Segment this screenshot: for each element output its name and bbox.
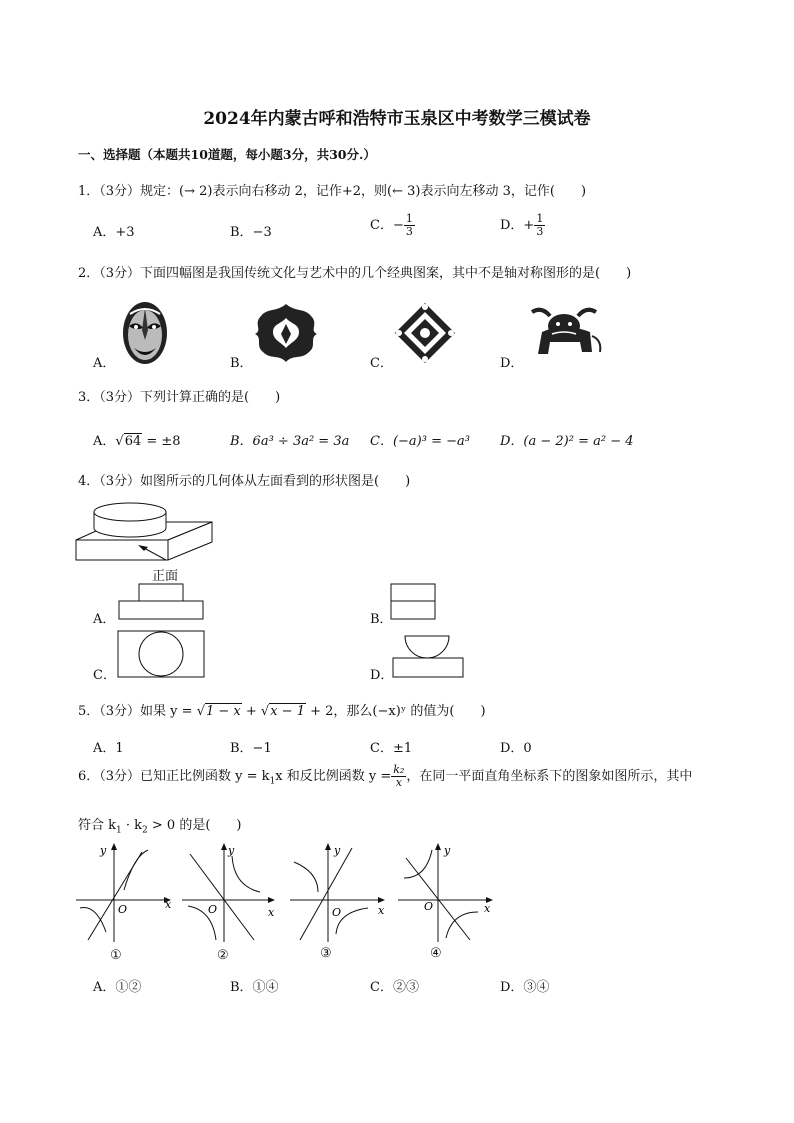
section-heading: 一、选择题（本题共10道题，每小题3分，共30分.） bbox=[78, 147, 376, 162]
graph-1-y-label: y bbox=[100, 844, 107, 857]
q5-radicand-2: x − 1 bbox=[270, 704, 305, 719]
question-3-stem: 3．（3分）下列计算正确的是( ) bbox=[78, 390, 281, 405]
q6-fraction bbox=[391, 764, 406, 789]
q3-option-a-tail: = ±8 bbox=[142, 434, 181, 449]
q6-line2-pre: 符合 k bbox=[78, 818, 117, 833]
q6-stem-mid: x 和反比例函数 y = bbox=[275, 769, 392, 784]
q6-option-c[interactable]: C．②③ bbox=[370, 980, 419, 995]
q3-option-a-label: A． bbox=[93, 434, 116, 449]
graph-1 bbox=[76, 842, 176, 942]
graph-1-x-label: x bbox=[165, 898, 172, 911]
graph-2-y-label: y bbox=[228, 844, 235, 857]
q6-line2-sub-1: 1 bbox=[116, 825, 122, 836]
geometric-solid-figure bbox=[72, 498, 222, 580]
ox-pattern-image bbox=[528, 304, 608, 362]
q1-option-c[interactable] bbox=[370, 213, 415, 238]
graph-2-label: ② bbox=[217, 948, 229, 963]
question-5-stem: 5．（3分）如果 y = √1 − x + √x − 1 + 2，那么(−x)ʸ 的值为( ) bbox=[78, 704, 486, 719]
question-6-stem bbox=[78, 764, 692, 789]
q3-option-c[interactable]: C．(−a)³ = −a³ bbox=[370, 434, 470, 449]
q1-option-a[interactable]: A．+3 bbox=[93, 225, 135, 240]
q5-stem-pre: 5．（3分）如果 y = bbox=[78, 704, 197, 719]
q3-option-a[interactable]: A．√64 = ±8 bbox=[93, 434, 181, 449]
q6-line2-post: > 0 的是( ) bbox=[147, 818, 242, 833]
q6-option-b[interactable]: B．①④ bbox=[230, 980, 279, 995]
q6-option-a[interactable]: A．①② bbox=[93, 980, 142, 995]
q5-radicand-1: 1 − x bbox=[205, 704, 241, 719]
q5-option-c[interactable]: C．±1 bbox=[370, 741, 413, 756]
q4-option-c[interactable]: C． bbox=[93, 668, 116, 683]
graph-3 bbox=[290, 842, 390, 942]
q6-line2-sub-2: 2 bbox=[142, 825, 148, 836]
q3-option-d[interactable]: D．(a − 2)² = a² − 4 bbox=[500, 434, 634, 449]
q1-frac-den-c: 3 bbox=[405, 225, 413, 238]
graph-4-x-label: x bbox=[484, 902, 491, 915]
q2-option-d[interactable]: D． bbox=[500, 356, 524, 371]
q1-option-b[interactable]: B．−3 bbox=[230, 225, 272, 240]
q1-frac-num-d: 1 bbox=[536, 212, 544, 225]
q1-frac-num-c: 1 bbox=[405, 212, 413, 225]
graph-3-origin: O bbox=[332, 906, 342, 919]
q6-frac-den: x bbox=[395, 776, 402, 789]
q6-option-d[interactable]: D．③④ bbox=[500, 980, 550, 995]
page-title: 2024年内蒙古呼和浩特市玉泉区中考数学三模试卷 bbox=[203, 109, 591, 129]
q5-option-d[interactable]: D．0 bbox=[500, 741, 532, 756]
graph-3-y-label: y bbox=[334, 844, 341, 857]
question-6-stem-line-2 bbox=[78, 814, 241, 836]
q4-option-d-figure bbox=[392, 634, 464, 678]
graph-4-label: ④ bbox=[430, 946, 442, 961]
q5-option-b[interactable]: B．−1 bbox=[230, 741, 272, 756]
graph-1-origin: O bbox=[118, 903, 128, 916]
ornament-b-image bbox=[253, 302, 319, 364]
q4-option-b-figure bbox=[390, 583, 436, 621]
question-2-stem: 2．（3分）下面四幅图是我国传统文化与艺术中的几个经典图案，其中不是轴对称图形的是( ) bbox=[78, 266, 632, 281]
graph-2 bbox=[182, 842, 282, 942]
q1-option-d-label: D．+ bbox=[500, 218, 535, 233]
q3-radicand: 64 bbox=[124, 434, 142, 449]
q6-line2-mid: · k bbox=[121, 818, 143, 833]
q1-fraction bbox=[534, 213, 545, 238]
graph-1-label: ① bbox=[110, 948, 122, 963]
graph-2-x-label: x bbox=[268, 906, 275, 919]
graph-3-x-label: x bbox=[378, 904, 385, 917]
q4-option-c-figure bbox=[117, 630, 205, 678]
graph-4-origin: O bbox=[424, 900, 434, 913]
q5-plus: + bbox=[241, 704, 261, 719]
q4-option-a[interactable]: A． bbox=[93, 612, 116, 627]
q4-option-d[interactable]: D． bbox=[370, 668, 394, 683]
q2-option-c[interactable]: C． bbox=[370, 356, 393, 371]
q1-option-d[interactable] bbox=[500, 213, 545, 238]
opera-mask-image bbox=[120, 300, 170, 368]
q1-option-c-label: C．− bbox=[370, 218, 404, 233]
q6-stem-post: ，在同一平面直角坐标系下的图象如图所示，其中 bbox=[406, 769, 693, 784]
q2-option-a[interactable]: A． bbox=[93, 356, 116, 371]
question-1-stem: 1．（3分）规定：(→ 2)表示向右移动 2，记作+2，则(← 3)表示向左移动 3，记作( ) bbox=[78, 184, 587, 199]
ornament-c-image bbox=[394, 302, 456, 364]
q4-option-b[interactable]: B． bbox=[370, 612, 393, 627]
q6-stem-pre: 6．（3分）已知正比例函数 y = k bbox=[78, 769, 270, 784]
q1-frac-den-d: 3 bbox=[536, 225, 544, 238]
q3-option-b[interactable]: B．6a³ ÷ 3a² = 3a bbox=[230, 434, 350, 449]
graph-4 bbox=[398, 842, 498, 942]
q5-option-a[interactable]: A．1 bbox=[93, 741, 124, 756]
q6-sub-1: 1 bbox=[269, 776, 276, 787]
q6-frac-num: k₂ bbox=[393, 763, 405, 776]
q4-option-a-figure bbox=[118, 582, 204, 620]
q2-option-b[interactable]: B． bbox=[230, 356, 253, 371]
front-view-label: 正面 bbox=[152, 569, 179, 584]
q1-fraction bbox=[404, 213, 415, 238]
graph-3-label: ③ bbox=[320, 946, 332, 961]
q5-stem-post: + 2，那么(−x)ʸ 的值为( ) bbox=[305, 704, 486, 719]
graph-2-origin: O bbox=[208, 903, 218, 916]
graph-4-y-label: y bbox=[444, 844, 451, 857]
question-4-stem: 4．（3分）如图所示的几何体从左面看到的形状图是( ) bbox=[78, 474, 411, 489]
